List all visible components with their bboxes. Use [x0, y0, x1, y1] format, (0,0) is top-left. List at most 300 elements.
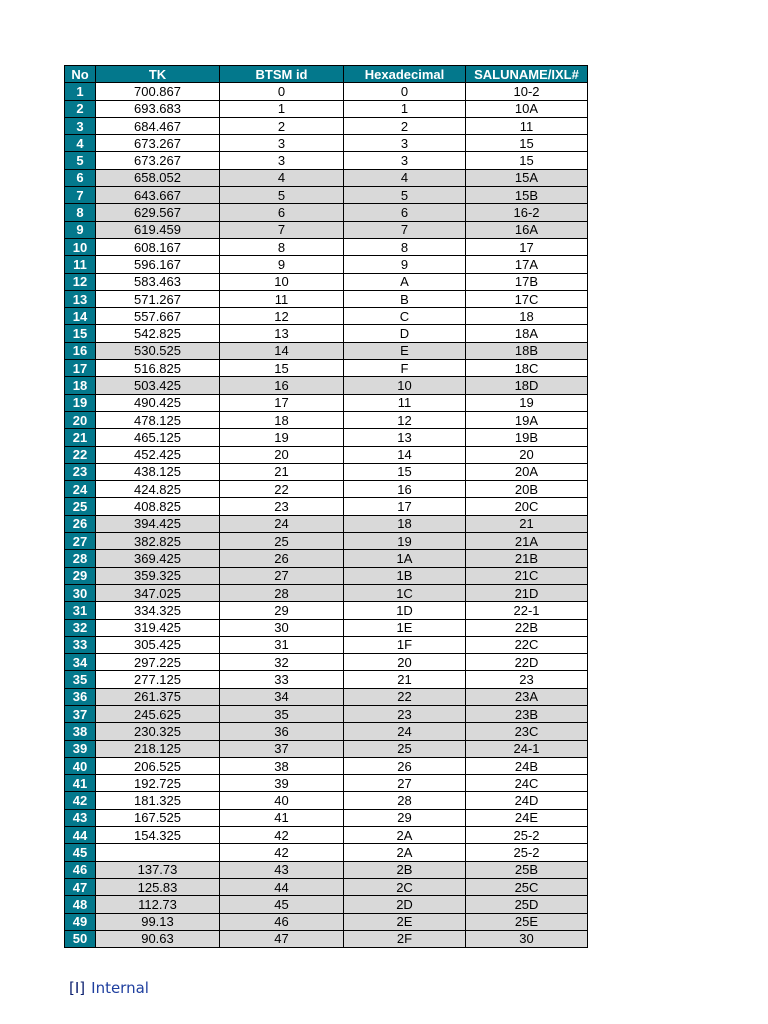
table-row: [65, 290, 588, 307]
cell-hexadecimal: 2F: [344, 930, 466, 947]
cell-saluname: 16-2: [466, 204, 588, 221]
cell-hexadecimal: 22: [344, 688, 466, 705]
cell-hexadecimal: 27: [344, 775, 466, 792]
cell-btsm-id: 44: [220, 878, 344, 895]
cell-saluname: 20: [466, 446, 588, 463]
cell-no: 17: [65, 360, 96, 377]
cell-saluname: 23B: [466, 705, 588, 722]
table-row: [65, 429, 588, 446]
cell-saluname: 22-1: [466, 602, 588, 619]
cell-btsm-id: 15: [220, 360, 344, 377]
cell-no: 28: [65, 550, 96, 567]
cell-tk: 673.267: [96, 135, 220, 152]
cell-hexadecimal: 20: [344, 654, 466, 671]
cell-saluname: 18A: [466, 325, 588, 342]
cell-no: 44: [65, 827, 96, 844]
cell-tk: 137.73: [96, 861, 220, 878]
cell-saluname: 18: [466, 308, 588, 325]
cell-tk: 347.025: [96, 584, 220, 601]
cell-no: 22: [65, 446, 96, 463]
cell-btsm-id: 3: [220, 135, 344, 152]
cell-tk: 206.525: [96, 757, 220, 774]
cell-btsm-id: 42: [220, 827, 344, 844]
cell-hexadecimal: 3: [344, 152, 466, 169]
cell-no: 33: [65, 636, 96, 653]
cell-no: 29: [65, 567, 96, 584]
cell-hexadecimal: 18: [344, 515, 466, 532]
cell-hexadecimal: 3: [344, 135, 466, 152]
cell-hexadecimal: 0: [344, 83, 466, 100]
cell-btsm-id: 47: [220, 930, 344, 947]
cell-no: 40: [65, 757, 96, 774]
table-row: [65, 100, 588, 117]
cell-btsm-id: 34: [220, 688, 344, 705]
cell-hexadecimal: 12: [344, 411, 466, 428]
table-row: [65, 550, 588, 567]
cell-saluname: 15: [466, 152, 588, 169]
cell-no: 2: [65, 100, 96, 117]
cell-saluname: 20A: [466, 463, 588, 480]
cell-btsm-id: 2: [220, 117, 344, 134]
cell-saluname: 10-2: [466, 83, 588, 100]
table-row: [65, 273, 588, 290]
cell-no: 12: [65, 273, 96, 290]
table-row: [65, 238, 588, 255]
cell-saluname: 21B: [466, 550, 588, 567]
header-btsm-id: BTSM id: [220, 66, 344, 83]
cell-saluname: 21D: [466, 584, 588, 601]
cell-tk: 438.125: [96, 463, 220, 480]
cell-tk: 359.325: [96, 567, 220, 584]
cell-no: 35: [65, 671, 96, 688]
cell-saluname: 16A: [466, 221, 588, 238]
table-row: [65, 740, 588, 757]
cell-tk: 181.325: [96, 792, 220, 809]
table-row: [65, 792, 588, 809]
cell-saluname: 17B: [466, 273, 588, 290]
cell-btsm-id: 7: [220, 221, 344, 238]
cell-btsm-id: 22: [220, 481, 344, 498]
cell-btsm-id: 29: [220, 602, 344, 619]
cell-tk: 334.325: [96, 602, 220, 619]
cell-hexadecimal: B: [344, 290, 466, 307]
cell-saluname: 19: [466, 394, 588, 411]
table-row: [65, 602, 588, 619]
table-row: [65, 723, 588, 740]
cell-btsm-id: 14: [220, 342, 344, 359]
classification-marker: [I]: [69, 979, 86, 997]
cell-btsm-id: 45: [220, 896, 344, 913]
cell-no: 25: [65, 498, 96, 515]
cell-saluname: 30: [466, 930, 588, 947]
cell-btsm-id: 13: [220, 325, 344, 342]
cell-hexadecimal: 2A: [344, 827, 466, 844]
cell-saluname: 20B: [466, 481, 588, 498]
cell-no: 30: [65, 584, 96, 601]
cell-no: 43: [65, 809, 96, 826]
table-row: [65, 757, 588, 774]
cell-hexadecimal: 1E: [344, 619, 466, 636]
table-row: [65, 187, 588, 204]
cell-hexadecimal: 2E: [344, 913, 466, 930]
cell-btsm-id: 27: [220, 567, 344, 584]
header-hexadecimal: Hexadecimal: [344, 66, 466, 83]
cell-btsm-id: 8: [220, 238, 344, 255]
cell-hexadecimal: 7: [344, 221, 466, 238]
cell-btsm-id: 46: [220, 913, 344, 930]
table-row: [65, 325, 588, 342]
cell-btsm-id: 33: [220, 671, 344, 688]
cell-tk: [96, 844, 220, 861]
cell-btsm-id: 9: [220, 256, 344, 273]
cell-tk: 684.467: [96, 117, 220, 134]
cell-hexadecimal: 1A: [344, 550, 466, 567]
cell-no: 38: [65, 723, 96, 740]
table-row: [65, 169, 588, 186]
cell-hexadecimal: D: [344, 325, 466, 342]
table-row: [65, 152, 588, 169]
cell-btsm-id: 11: [220, 290, 344, 307]
cell-hexadecimal: 8: [344, 238, 466, 255]
cell-btsm-id: 31: [220, 636, 344, 653]
cell-saluname: 17: [466, 238, 588, 255]
cell-no: 23: [65, 463, 96, 480]
cell-no: 6: [65, 169, 96, 186]
classification-label: Internal: [91, 979, 149, 997]
cell-saluname: 25D: [466, 896, 588, 913]
cell-saluname: 22D: [466, 654, 588, 671]
cell-tk: 643.667: [96, 187, 220, 204]
cell-hexadecimal: 17: [344, 498, 466, 515]
cell-btsm-id: 5: [220, 187, 344, 204]
cell-hexadecimal: 4: [344, 169, 466, 186]
cell-btsm-id: 16: [220, 377, 344, 394]
cell-no: 24: [65, 481, 96, 498]
table-row: [65, 913, 588, 930]
table-row: [65, 533, 588, 550]
cell-tk: 465.125: [96, 429, 220, 446]
cell-no: 26: [65, 515, 96, 532]
cell-tk: 571.267: [96, 290, 220, 307]
cell-tk: 424.825: [96, 481, 220, 498]
table-row: [65, 411, 588, 428]
cell-hexadecimal: 13: [344, 429, 466, 446]
cell-hexadecimal: 2C: [344, 878, 466, 895]
cell-saluname: 25C: [466, 878, 588, 895]
cell-no: 41: [65, 775, 96, 792]
cell-btsm-id: 18: [220, 411, 344, 428]
cell-tk: 319.425: [96, 619, 220, 636]
cell-tk: 700.867: [96, 83, 220, 100]
cell-tk: 608.167: [96, 238, 220, 255]
cell-saluname: 19B: [466, 429, 588, 446]
cell-tk: 490.425: [96, 394, 220, 411]
cell-btsm-id: 23: [220, 498, 344, 515]
cell-btsm-id: 36: [220, 723, 344, 740]
cell-btsm-id: 43: [220, 861, 344, 878]
cell-hexadecimal: F: [344, 360, 466, 377]
cell-saluname: 24D: [466, 792, 588, 809]
cell-tk: 478.125: [96, 411, 220, 428]
cell-no: 15: [65, 325, 96, 342]
cell-tk: 557.667: [96, 308, 220, 325]
table-row: [65, 688, 588, 705]
cell-no: 3: [65, 117, 96, 134]
cell-btsm-id: 42: [220, 844, 344, 861]
cell-hexadecimal: 1: [344, 100, 466, 117]
cell-hexadecimal: 24: [344, 723, 466, 740]
table-row: [65, 567, 588, 584]
cell-saluname: 25B: [466, 861, 588, 878]
cell-no: 31: [65, 602, 96, 619]
cell-hexadecimal: 19: [344, 533, 466, 550]
table-row: [65, 844, 588, 861]
cell-btsm-id: 30: [220, 619, 344, 636]
cell-hexadecimal: 16: [344, 481, 466, 498]
cell-hexadecimal: 2A: [344, 844, 466, 861]
cell-saluname: 22C: [466, 636, 588, 653]
cell-btsm-id: 26: [220, 550, 344, 567]
cell-no: 10: [65, 238, 96, 255]
cell-saluname: 20C: [466, 498, 588, 515]
cell-hexadecimal: 2B: [344, 861, 466, 878]
cell-hexadecimal: C: [344, 308, 466, 325]
table-row: [65, 256, 588, 273]
table-row: [65, 377, 588, 394]
cell-no: 18: [65, 377, 96, 394]
cell-btsm-id: 3: [220, 152, 344, 169]
cell-btsm-id: 19: [220, 429, 344, 446]
cell-btsm-id: 25: [220, 533, 344, 550]
data-table: [64, 65, 588, 948]
cell-tk: 629.567: [96, 204, 220, 221]
cell-tk: 394.425: [96, 515, 220, 532]
cell-saluname: 15B: [466, 187, 588, 204]
cell-no: 45: [65, 844, 96, 861]
table-row: [65, 481, 588, 498]
table-row: [65, 463, 588, 480]
cell-hexadecimal: 5: [344, 187, 466, 204]
cell-tk: 382.825: [96, 533, 220, 550]
cell-saluname: 15: [466, 135, 588, 152]
table-row: [65, 342, 588, 359]
cell-saluname: 24C: [466, 775, 588, 792]
table-row: [65, 584, 588, 601]
cell-tk: 305.425: [96, 636, 220, 653]
cell-btsm-id: 1: [220, 100, 344, 117]
table-row: [65, 446, 588, 463]
cell-tk: 530.525: [96, 342, 220, 359]
cell-saluname: 18B: [466, 342, 588, 359]
table-row: [65, 636, 588, 653]
cell-no: 20: [65, 411, 96, 428]
cell-tk: 192.725: [96, 775, 220, 792]
cell-btsm-id: 32: [220, 654, 344, 671]
cell-btsm-id: 38: [220, 757, 344, 774]
table-row: [65, 896, 588, 913]
cell-saluname: 25-2: [466, 844, 588, 861]
cell-no: 11: [65, 256, 96, 273]
cell-saluname: 21: [466, 515, 588, 532]
cell-tk: 619.459: [96, 221, 220, 238]
cell-saluname: 17A: [466, 256, 588, 273]
cell-hexadecimal: 1B: [344, 567, 466, 584]
classification-footer: [69, 979, 149, 997]
cell-saluname: 11: [466, 117, 588, 134]
cell-tk: 673.267: [96, 152, 220, 169]
cell-hexadecimal: 2: [344, 117, 466, 134]
cell-btsm-id: 12: [220, 308, 344, 325]
cell-no: 32: [65, 619, 96, 636]
cell-hexadecimal: 9: [344, 256, 466, 273]
cell-saluname: 15A: [466, 169, 588, 186]
cell-tk: 245.625: [96, 705, 220, 722]
cell-no: 42: [65, 792, 96, 809]
cell-no: 13: [65, 290, 96, 307]
cell-no: 5: [65, 152, 96, 169]
cell-no: 19: [65, 394, 96, 411]
cell-no: 37: [65, 705, 96, 722]
table-header-row: [65, 66, 588, 83]
table-row: [65, 671, 588, 688]
cell-btsm-id: 24: [220, 515, 344, 532]
cell-tk: 154.325: [96, 827, 220, 844]
cell-hexadecimal: 1C: [344, 584, 466, 601]
table-row: [65, 204, 588, 221]
cell-no: 21: [65, 429, 96, 446]
cell-no: 14: [65, 308, 96, 325]
cell-tk: 90.63: [96, 930, 220, 947]
cell-no: 50: [65, 930, 96, 947]
cell-saluname: 22B: [466, 619, 588, 636]
table-row: [65, 809, 588, 826]
cell-btsm-id: 28: [220, 584, 344, 601]
cell-saluname: 17C: [466, 290, 588, 307]
cell-saluname: 21A: [466, 533, 588, 550]
cell-no: 48: [65, 896, 96, 913]
table-row: [65, 878, 588, 895]
cell-no: 9: [65, 221, 96, 238]
cell-tk: 452.425: [96, 446, 220, 463]
cell-tk: 125.83: [96, 878, 220, 895]
cell-no: 4: [65, 135, 96, 152]
cell-btsm-id: 39: [220, 775, 344, 792]
cell-btsm-id: 0: [220, 83, 344, 100]
cell-btsm-id: 6: [220, 204, 344, 221]
cell-hexadecimal: 1D: [344, 602, 466, 619]
cell-btsm-id: 4: [220, 169, 344, 186]
cell-tk: 230.325: [96, 723, 220, 740]
cell-tk: 408.825: [96, 498, 220, 515]
cell-btsm-id: 20: [220, 446, 344, 463]
header-saluname: SALUNAME/IXL#: [466, 66, 588, 83]
cell-no: 34: [65, 654, 96, 671]
table-row: [65, 308, 588, 325]
cell-tk: 297.225: [96, 654, 220, 671]
cell-hexadecimal: 25: [344, 740, 466, 757]
table-row: [65, 83, 588, 100]
cell-tk: 503.425: [96, 377, 220, 394]
cell-hexadecimal: 26: [344, 757, 466, 774]
cell-no: 8: [65, 204, 96, 221]
cell-btsm-id: 37: [220, 740, 344, 757]
cell-tk: 583.463: [96, 273, 220, 290]
cell-tk: 99.13: [96, 913, 220, 930]
cell-btsm-id: 35: [220, 705, 344, 722]
cell-tk: 261.375: [96, 688, 220, 705]
cell-hexadecimal: 2D: [344, 896, 466, 913]
cell-saluname: 10A: [466, 100, 588, 117]
cell-tk: 167.525: [96, 809, 220, 826]
cell-saluname: 25E: [466, 913, 588, 930]
cell-no: 27: [65, 533, 96, 550]
table-row: [65, 619, 588, 636]
cell-saluname: 25-2: [466, 827, 588, 844]
cell-no: 16: [65, 342, 96, 359]
cell-btsm-id: 21: [220, 463, 344, 480]
header-tk: TK: [96, 66, 220, 83]
table-row: [65, 827, 588, 844]
cell-hexadecimal: 11: [344, 394, 466, 411]
cell-saluname: 23C: [466, 723, 588, 740]
table-row: [65, 705, 588, 722]
cell-saluname: 24B: [466, 757, 588, 774]
cell-tk: 112.73: [96, 896, 220, 913]
table-row: [65, 135, 588, 152]
cell-no: 36: [65, 688, 96, 705]
cell-saluname: 21C: [466, 567, 588, 584]
cell-no: 39: [65, 740, 96, 757]
cell-hexadecimal: A: [344, 273, 466, 290]
cell-hexadecimal: 6: [344, 204, 466, 221]
table-row: [65, 861, 588, 878]
cell-no: 1: [65, 83, 96, 100]
cell-no: 46: [65, 861, 96, 878]
cell-tk: 277.125: [96, 671, 220, 688]
header-no: No: [65, 66, 96, 83]
cell-no: 49: [65, 913, 96, 930]
cell-tk: 693.683: [96, 100, 220, 117]
cell-tk: 369.425: [96, 550, 220, 567]
table-row: [65, 930, 588, 947]
cell-tk: 218.125: [96, 740, 220, 757]
cell-hexadecimal: 10: [344, 377, 466, 394]
table-row: [65, 498, 588, 515]
table-row: [65, 654, 588, 671]
table-body: [65, 83, 588, 948]
cell-hexadecimal: E: [344, 342, 466, 359]
cell-tk: 542.825: [96, 325, 220, 342]
cell-saluname: 18C: [466, 360, 588, 377]
table-row: [65, 515, 588, 532]
cell-btsm-id: 40: [220, 792, 344, 809]
table-row: [65, 221, 588, 238]
table-row: [65, 775, 588, 792]
table-row: [65, 360, 588, 377]
table-row: [65, 394, 588, 411]
cell-hexadecimal: 29: [344, 809, 466, 826]
cell-btsm-id: 17: [220, 394, 344, 411]
cell-saluname: 23: [466, 671, 588, 688]
cell-tk: 596.167: [96, 256, 220, 273]
cell-saluname: 18D: [466, 377, 588, 394]
cell-hexadecimal: 23: [344, 705, 466, 722]
cell-saluname: 24E: [466, 809, 588, 826]
cell-no: 47: [65, 878, 96, 895]
cell-no: 7: [65, 187, 96, 204]
cell-btsm-id: 10: [220, 273, 344, 290]
cell-tk: 516.825: [96, 360, 220, 377]
